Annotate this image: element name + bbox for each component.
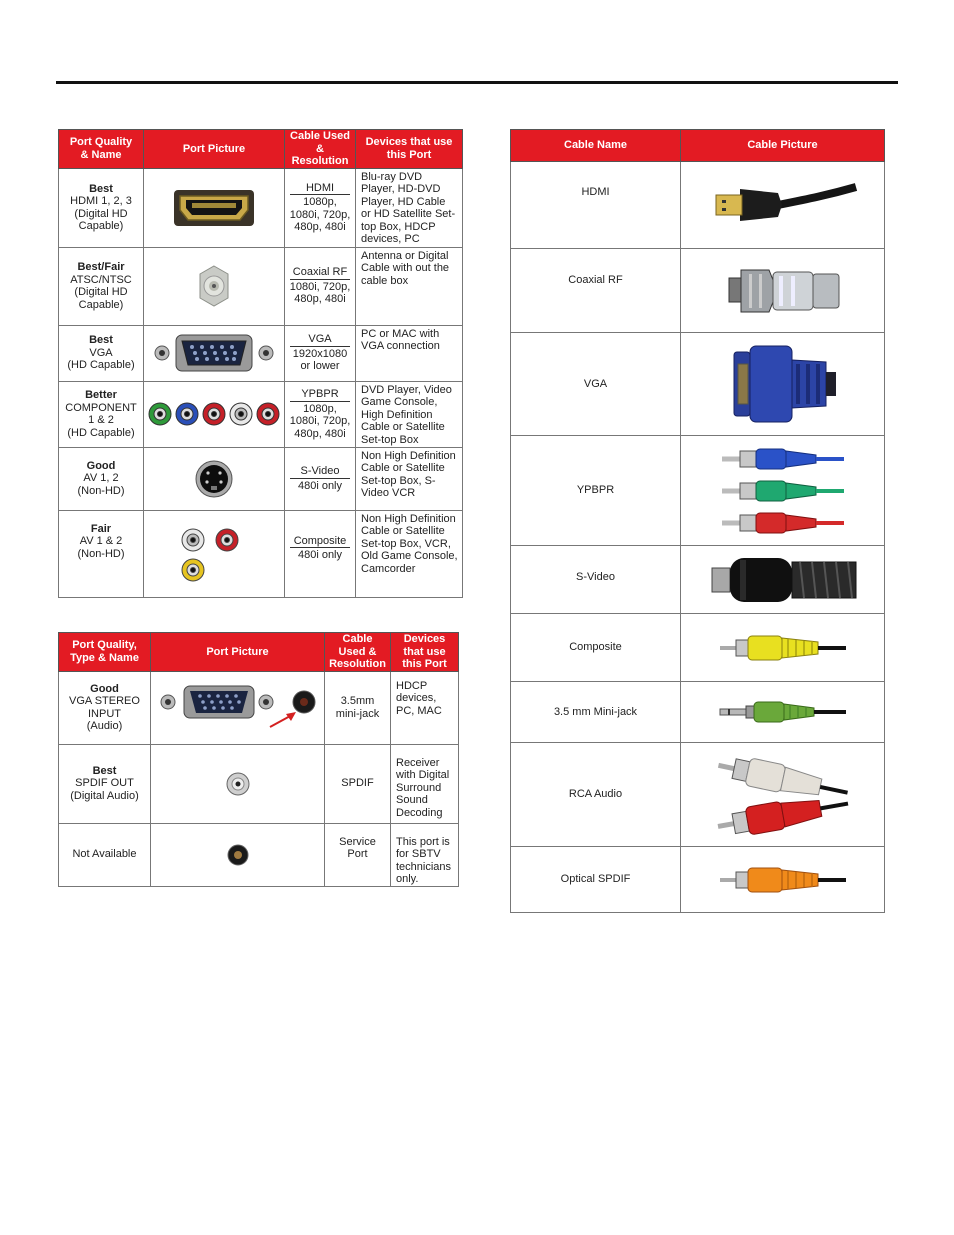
table-row <box>59 510 463 597</box>
table-row <box>511 743 885 847</box>
ports-table <box>58 129 463 598</box>
cable-type: SPDIF <box>325 744 391 823</box>
header-cable-picture: Cable Picture <box>681 130 885 162</box>
cable-picture <box>681 682 885 743</box>
audio-table-header <box>59 633 459 672</box>
header-cable-name: Cable Name <box>511 130 681 162</box>
cable-name: HDMI <box>511 162 681 249</box>
coaxial-cable-icon <box>723 258 843 324</box>
devices-cell: DVD Player, Video Game Console, High Definition Cable or Satellite Set-top Box <box>356 381 463 447</box>
table-row <box>59 823 459 886</box>
header-port-quality-type: Port Quality, Type & Name <box>59 633 151 672</box>
cable-resolution: Coaxial RF 1080i, 720p, 480p, 480i <box>285 247 356 325</box>
devices-cell: PC or MAC with VGA connection <box>356 325 463 381</box>
header-devices: Devices that use this Port <box>391 633 459 672</box>
devices-cell: Antenna or Digital Cable with out the cable box <box>356 247 463 325</box>
cables-table <box>510 129 885 913</box>
port-name: Good VGA STEREO INPUT (Audio) <box>59 671 151 744</box>
cable-resolution: VGA 1920x1080 or lower <box>285 325 356 381</box>
vga-cable-icon <box>728 342 838 426</box>
port-name: Best SPDIF OUT (Digital Audio) <box>59 744 151 823</box>
composite-cable-icon <box>718 628 848 668</box>
service-port-icon <box>227 844 249 866</box>
port-picture <box>151 744 325 823</box>
ports-table-header <box>59 130 463 169</box>
rca-audio-cable-icon <box>713 749 853 841</box>
cable-resolution: Composite 480i only <box>285 510 356 597</box>
cable-picture <box>681 614 885 682</box>
table-row <box>511 847 885 913</box>
header-devices: Devices that use this Port <box>356 130 463 169</box>
cable-picture <box>681 546 885 614</box>
port-name: Not Available <box>59 823 151 886</box>
component-ports-icon <box>147 399 281 429</box>
port-picture <box>151 671 325 744</box>
cables-table-header <box>511 130 885 162</box>
header-cable-used: Cable Used & Resolution <box>325 633 391 672</box>
minijack-cable-icon <box>718 697 848 727</box>
cable-name: Composite <box>511 614 681 682</box>
cable-resolution: YPBPR 1080p, 1080i, 720p, 480p, 480i <box>285 381 356 447</box>
cable-resolution: HDMI 1080p, 1080i, 720p, 480p, 480i <box>285 168 356 247</box>
table-row <box>511 614 885 682</box>
cable-name: Optical SPDIF <box>511 847 681 913</box>
port-picture <box>144 168 285 247</box>
table-row <box>511 333 885 436</box>
table-row <box>511 546 885 614</box>
vga-port-icon <box>152 332 276 374</box>
coaxial-port-icon <box>196 264 232 308</box>
cable-name: 3.5 mm Mini-jack <box>511 682 681 743</box>
header-port-picture: Port Picture <box>144 130 285 169</box>
devices-cell: Blu-ray DVD Player, HD-DVD Player, HD Cable or HD Satellite Set- top Box, HDCP devices, PC <box>356 168 463 247</box>
port-picture <box>144 381 285 447</box>
hdmi-port-icon <box>172 188 256 228</box>
table-row <box>59 381 463 447</box>
vga-audio-port-icon <box>158 683 318 733</box>
port-name: Best/Fair ATSC/NTSC (Digital HD Capable) <box>59 247 144 325</box>
port-picture <box>144 447 285 510</box>
table-row <box>511 436 885 546</box>
devices-cell: This port is for SBTV technicians only. <box>391 823 459 886</box>
cable-name: S-Video <box>511 546 681 614</box>
hdmi-cable-icon <box>708 179 858 231</box>
spdif-port-icon <box>225 771 251 797</box>
header-port-quality: Port Quality & Name <box>59 130 144 169</box>
composite-ports-icon <box>179 524 249 584</box>
port-name: Better COMPONENT 1 & 2 (HD Capable) <box>59 381 144 447</box>
port-picture <box>144 325 285 381</box>
table-row <box>59 671 459 744</box>
cable-picture <box>681 743 885 847</box>
port-name: Fair AV 1 & 2 (Non-HD) <box>59 510 144 597</box>
devices-cell: HDCP devices, PC, MAC <box>391 671 459 744</box>
cable-picture <box>681 436 885 546</box>
port-picture <box>151 823 325 886</box>
cable-picture <box>681 333 885 436</box>
cable-picture <box>681 162 885 249</box>
cable-type: 3.5mm mini-jack <box>325 671 391 744</box>
table-row <box>511 162 885 249</box>
ypbpr-cable-icon <box>718 443 848 539</box>
table-row <box>59 168 463 247</box>
table-row <box>511 249 885 333</box>
cable-name: RCA Audio <box>511 743 681 847</box>
optical-spdif-cable-icon <box>718 860 848 900</box>
table-row <box>59 247 463 325</box>
cable-name: Coaxial RF <box>511 249 681 333</box>
header-cable-used: Cable Used & Resolution <box>285 130 356 169</box>
cable-picture <box>681 847 885 913</box>
devices-cell: Non High Definition Cable or Satellite Set-top Box, VCR, Old Game Console, Camcorder <box>356 510 463 597</box>
table-row <box>59 744 459 823</box>
port-picture <box>144 247 285 325</box>
table-row <box>59 447 463 510</box>
port-name: Best HDMI 1, 2, 3 (Digital HD Capable) <box>59 168 144 247</box>
port-name: Good AV 1, 2 (Non-HD) <box>59 447 144 510</box>
devices-cell: Non High Definition Cable or Satellite Set-top Box, S- Video VCR <box>356 447 463 510</box>
port-picture <box>144 510 285 597</box>
table-row <box>511 682 885 743</box>
port-name: Best VGA (HD Capable) <box>59 325 144 381</box>
audio-ports-table <box>58 632 459 887</box>
svideo-cable-icon <box>708 552 858 608</box>
cable-name: YPBPR <box>511 436 681 546</box>
header-port-picture: Port Picture <box>151 633 325 672</box>
top-rule <box>56 81 898 84</box>
cable-resolution: S-Video 480i only <box>285 447 356 510</box>
table-row <box>59 325 463 381</box>
cable-name: VGA <box>511 333 681 436</box>
cable-picture <box>681 249 885 333</box>
cable-type: Service Port <box>325 823 391 886</box>
svideo-port-icon <box>194 459 234 499</box>
devices-cell: Receiver with Digital Surround Sound Decoding <box>391 744 459 823</box>
